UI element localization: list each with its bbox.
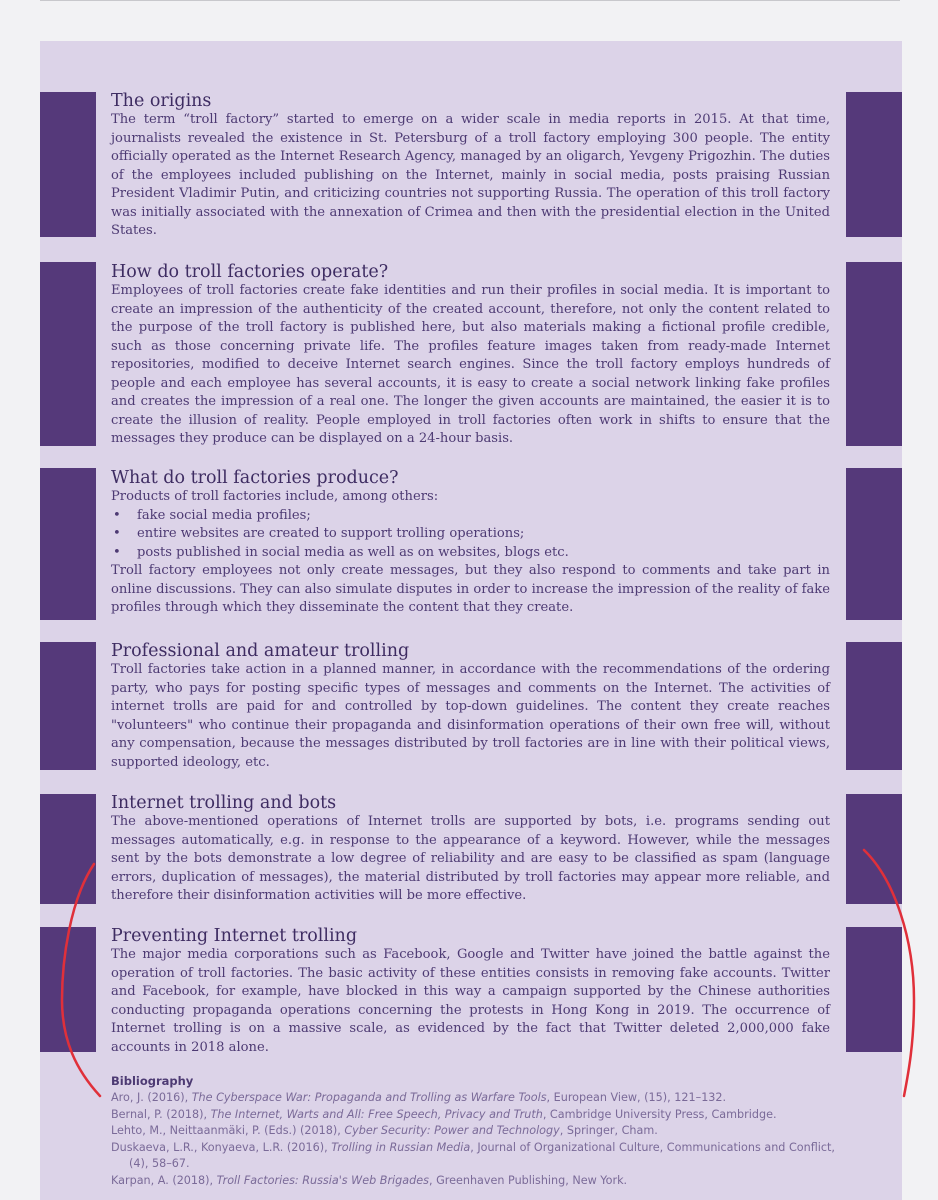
section-heading: Professional and amateur trolling: [111, 641, 410, 661]
section-heading: How do troll factories operate?: [111, 262, 389, 282]
list-item: • posts published in social media as well as on websites, blogs etc.: [111, 544, 830, 563]
side-bar-right-5: [846, 794, 902, 904]
section-intro: Products of troll factories include, among others:: [111, 489, 439, 504]
bibliography-entry: Bernal, P. (2018), The Internet, Warts and All: Free Speech, Privacy and Truth, Cambridge University Press, Cambridge.: [111, 1107, 777, 1121]
section-operation: [111, 262, 830, 449]
side-bar-right-6: [846, 927, 902, 1052]
side-bar-left-5: [40, 794, 96, 904]
section-body: The above-mentioned operations of Internet trolls are supported by bots, i.e. programs sending out messages automatically, e.g. in response to the appearance of a keyword. However, while the messages sent by the bots demonstrate a low degree of reliability and are easy to be classified as spam (language errors, duplication of messages), the material distributed by troll factories may appear more reliable, and therefore their disinformation activities will be more effective.: [111, 814, 830, 903]
side-bar-right-2: [846, 262, 902, 446]
bibliography: [111, 1074, 841, 1189]
section-body: The major media corporations such as Facebook, Google and Twitter have joined the battle against the operation of troll factories. The basic activity of these entities consists in removing fake accounts. Twitter and Facebook, for example, have blocked in this way a campaign supported by the Chinese authorities conducting propaganda operations concerning the protests in Hong Kong in 2019. The occurrence of Internet trolling is on a massive scale, as evidenced by the fact that Twitter deleted 2,000,000 fake accounts in 2018 alone.: [111, 947, 830, 1055]
section-preventing: [111, 926, 830, 1057]
section-body: The term “troll factory” started to emerge on a wider scale in media reports in 2015. At that time, journalists revealed the existence in St. Petersburg of a troll factory employing 300 people. The entity officially operated as the Internet Research Agency, managed by an oligarch, Yevgeny Prigozhin. The duties of the employees included publishing on the Internet, mainly in social media, posts praising Russian President Vladimir Putin, and criticizing countries not supporting Russia. The operation of this troll factory was initially associated with the annexation of Crimea and then with the presidential election in the United States.: [111, 112, 830, 238]
section-body: Troll factories take action in a planned manner, in accordance with the recommendations of the ordering party, who pays for posting specific types of messages and comments on the Internet. The activities of internet trolls are paid for and controlled by top-down guidelines. The content they create reaches "volunteers" who continue their propaganda and disinformation operations of their own free will, without any compensation, because the messages distributed by troll factories are in line with their political views, supported ideology, etc.: [111, 662, 830, 770]
section-bots: [111, 793, 830, 906]
bullet-icon: •: [113, 526, 121, 541]
side-bar-left-4: [40, 642, 96, 770]
bullet-icon: •: [113, 507, 121, 523]
side-bar-left-1: [40, 92, 96, 237]
side-bar-right-3: [846, 468, 902, 620]
side-bar-left-2: [40, 262, 96, 446]
list-item: • fake social media profiles;: [111, 507, 830, 526]
bullet-icon: •: [113, 544, 121, 560]
section-body: Employees of troll factories create fake identities and run their profiles in social media. It is important to create an impression of the authenticity of the created account, therefore, not only the content related to the purpose of the troll factory is published here, but also materials making a fictional profile credible, such as those concerning private life. The profiles feature images taken from ready-made Internet repositories, modified to deceive Internet search engines. Since the troll factory employs hundreds of people and each employee has several accounts, it is easy to create a social network linking fake profiles and creates the impression of a real one. The longer the given accounts are maintained, the easier it is to create the illusion of reality. People employed in troll factories often work in shifts to ensure that the messages they produce can be displayed on a 24-hour basis.: [111, 283, 830, 446]
list-item: • entire websites are created to support trolling operations;: [111, 525, 830, 544]
product-list: [111, 507, 830, 563]
bibliography-entry: Duskaeva, L.R., Konyaeva, L.R. (2016), Trolling in Russian Media, Journal of Organizational Culture, Communications and Conflict, (4), 58–67.: [111, 1140, 835, 1170]
side-bar-left-6: [40, 927, 96, 1052]
bibliography-entry: Karpan, A. (2018), Troll Factories: Russia's Web Brigades, Greenhaven Publishing, New York.: [111, 1173, 628, 1187]
section-heading: The origins: [111, 91, 212, 111]
top-divider: [40, 0, 900, 1]
bibliography-entry: Aro, J. (2016), The Cyberspace War: Propaganda and Trolling as Warfare Tools, European View, (15), 121–132.: [111, 1091, 727, 1104]
bibliography-entry: Lehto, M., Neittaanmäki, P. (Eds.) (2018), Cyber Security: Power and Technology, Springer, Cham.: [111, 1124, 658, 1137]
bibliography-heading: Bibliography: [111, 1074, 194, 1088]
section-heading: What do troll factories produce?: [111, 468, 399, 488]
section-heading: Internet trolling and bots: [111, 793, 337, 813]
section-body: Troll factory employees not only create messages, but they also respond to comments and take part in online discussions. They can also simulate disputes in order to increase the impression of the reality of fake profiles through which they disseminate the content that they create.: [111, 563, 830, 615]
section-professional-amateur: [111, 641, 830, 772]
side-bar-right-4: [846, 642, 902, 770]
section-products: [111, 468, 830, 618]
side-bar-left-3: [40, 468, 96, 620]
section-heading: Preventing Internet trolling: [111, 926, 358, 946]
side-bar-right-1: [846, 92, 902, 237]
section-origins: [111, 91, 830, 241]
